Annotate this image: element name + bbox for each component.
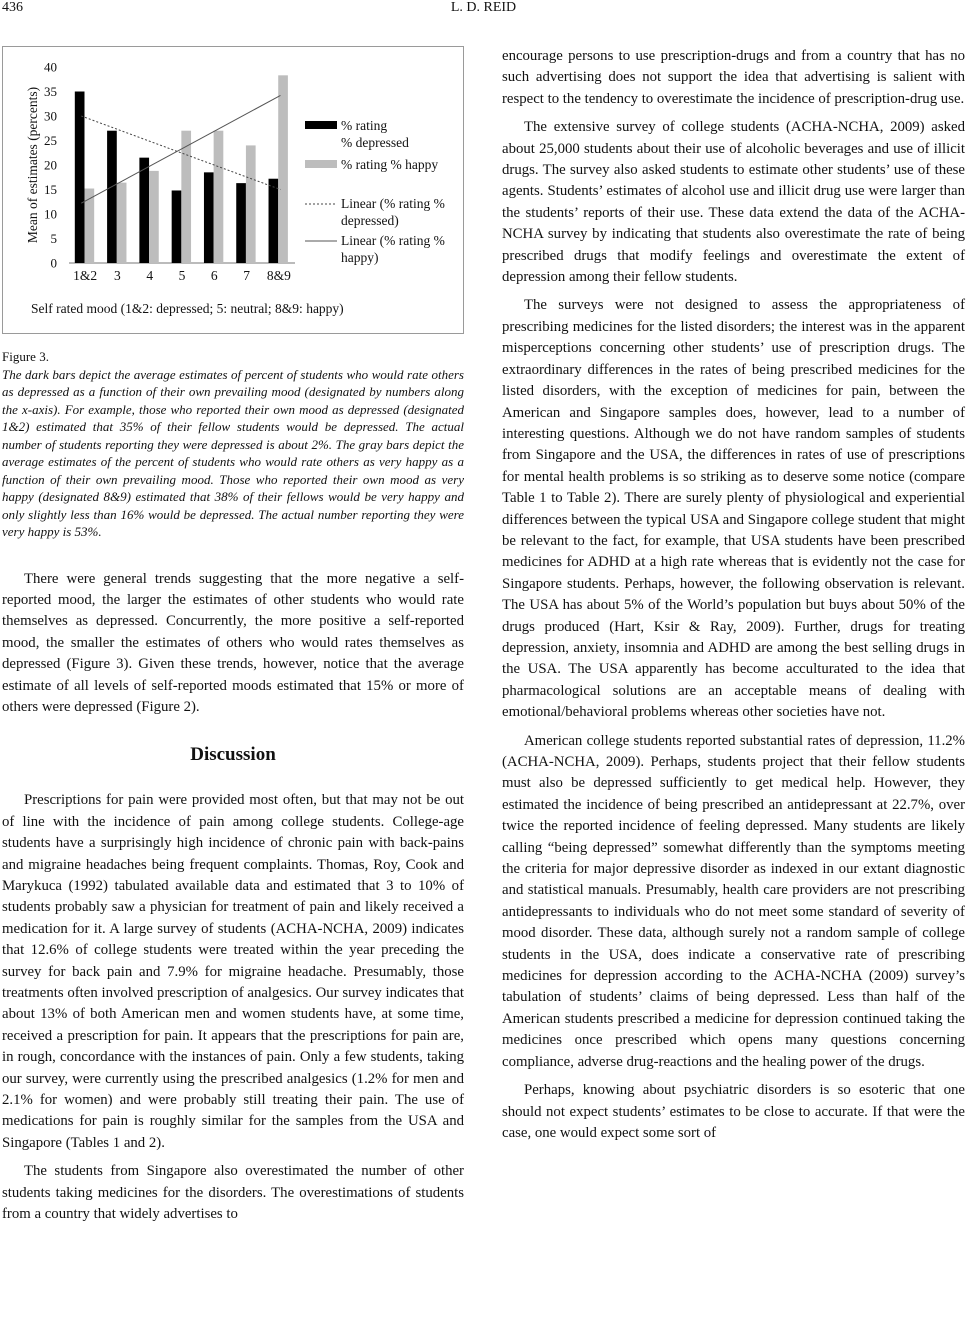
bar-depressed: [204, 172, 214, 263]
body-paragraph: encourage persons to use prescription-drugs and from a country that has no such advertising does not support the idea that advertising is salient with respect to the tendency to overestimate the incidence of prescription-drug use.: [502, 48, 965, 107]
legend-label-trend-happy-line1: Linear (% rating %: [341, 233, 445, 248]
bar-happy: [246, 145, 256, 263]
bar-depressed: [172, 190, 182, 263]
y-tick-label: 30: [44, 108, 57, 124]
running-head: [0, 0, 967, 24]
legend-swatch-depressed: [305, 121, 337, 129]
figure-caption-label: Figure 3.: [2, 349, 49, 364]
legend-label-depressed-line2: % depressed: [341, 135, 409, 150]
x-tick-label: 4: [146, 268, 154, 283]
bar-depressed: [269, 179, 279, 263]
legend-label-trend-depressed-line1: Linear (% rating %: [341, 196, 445, 211]
running-head-author: L. D. REID: [450, 0, 517, 15]
bar-happy: [84, 189, 94, 263]
y-tick-label: 25: [44, 133, 57, 148]
bar-chart: [3, 47, 463, 333]
y-axis-label: Mean of estimates (percents): [25, 86, 40, 244]
body-paragraph: The surveys were not designed to assess the appropriateness of prescribing medicines for the listed disorders; the interest was in the apparent misperceptions concerning other students’ use of prescription drugs. The extraordinary differences in the rates of being prescribed medicines for the listed disorders, with the exception of medicines for pain, between the American and Singapore samples does, however, lead to a number of interesting questions. Although we do not have random samples of students from Singapore and the USA, the differences in rates of use of prescriptions for mental health problems is so striking as to deserve some notice (compare Table 1 to Table 2). There are surely plenty of physiological and experiential differences between the typical USA and Singapore college student that might be relevant to the fact, for example, that USA students have been prescribed medicines for ADHD at a high rate whereas that is evidently not the case for Singapore students. Perhaps, however, the following observation is relevant. The USA has about 5% of the World’s population but buys about 50% of the drugs produced (Hart, Ksir & Ray, 2009). Further, drugs for treating depression, anxiety, insomnia and ADHD are among the best selling drugs in the USA. The USA apparently has become acculturated to the idea that pharmacological solutions are an acceptable means of dealing with emotional/behavioral problems whereas other societies have not.: [502, 297, 965, 721]
x-tick-label: 1&2: [73, 268, 98, 283]
figure-caption-text: The dark bars depict the average estimates of percent of students who would rate others as depressed as a function of their own prevailing mood (designated by numbers along the x-axis). For example, those who reported their own mood as depressed (designated 1&2) estimated that 35% of their fellow students would be depressed. The actual number of students reporting they were depressed is about 2%. The gray bars depict the average estimates of the percent of students who would rate others as very happy as a function of their own prevailing mood. Those who reported their own mood as very happy (designated 8&9) estimated that 38% of their fellows would be very happy and only slightly less than 16% would be depressed. The actual number reporting they were very happy is 53%.: [2, 366, 464, 539]
section-title-discussion: Discussion: [190, 744, 276, 766]
bar-happy: [181, 131, 191, 263]
body-paragraph: There were general trends suggesting that the more negative a self-reported mood, the larger the estimates of other students who would rate themselves as depressed. Concurrently, the more positive a self-reported mood, the smaller the estimates of others who would rates themselves as depressed (Figure 3). Given these trends, however, notice that the average estimate of all levels of self-reported moods estimated that 15% or more of others were depressed (Figure 2).: [2, 570, 464, 715]
legend-label-happy: % rating % happy: [341, 157, 439, 172]
right-column: [502, 46, 965, 1144]
bar-depressed: [139, 158, 149, 263]
body-paragraph: American college students reported substantial rates of depression, 11.2% (ACHA-NCHA, 2009). Perhaps, students project that their fellow students must also be depressed sufficiently to get medical help. However, they estimated the incidence of being prescribed an antidepressant at 22.7%, over twice the reported incidence of feeling depressed. Many students are likely calling “being depressed” somewhat differently than the symptoms meeting the criteria for major depressive disorder as indexed in our extant diagnostic and statistical manuals. Presumably, health care providers are not prescribing antidepressants to individuals who do not meet some standard of severity of mood disorder. These data, although surely not a random sample of college students in the USA, does indicate a conservative rate of prescribing medicines for depression according to the ACHA-NCHA (2009) survey’s tabulation of students’ claims of being depressed. Less than half of the American students prescribed a medicine for depression continued taking the medicines once prescribed which opens many questions concerning compliance, adverse drug-reactions and the healing power of the drugs.: [502, 732, 965, 1070]
legend-label-trend-happy-line2: happy): [341, 250, 379, 265]
bar-happy: [117, 183, 127, 263]
bar-depressed: [75, 92, 85, 264]
left-column: [2, 46, 464, 1225]
bar-depressed: [236, 183, 246, 263]
x-tick-label: 6: [210, 268, 218, 283]
figure-caption: [2, 348, 464, 541]
y-tick-label: 15: [44, 182, 57, 197]
bar-happy: [149, 171, 159, 263]
bar-happy: [214, 131, 224, 263]
body-paragraph: The students from Singapore also overestimated the number of other students taking medicines for the disorders. The overestimations of students from a country that widely advertises to: [2, 1163, 464, 1223]
legend-swatch-happy: [305, 160, 337, 168]
y-tick-label: 0: [50, 255, 57, 271]
x-tick-label: 8&9: [266, 268, 291, 283]
body-paragraph: The extensive survey of college students (ACHA-NCHA, 2009) asked about 25,000 students about their use of alcoholic beverages and use of illicit drugs. The survey also asked students to estimate other students’ use of these agents. Students’ estimates of alcohol use and illicit drug use were larger than the students’ reports of their use. These data extend the data of the ACHA-NCHA survey by indicating that students also overestimate the rate of being prescribed drugs that modify feelings and overestimate the extent of depression among their fellow students.: [502, 119, 965, 286]
legend-label-trend-depressed-line2: depressed): [341, 213, 399, 228]
y-tick-label: 40: [44, 59, 57, 75]
x-axis-label: Self rated mood (1&2: depressed; 5: neutral; 8&9: happy): [31, 301, 344, 316]
y-tick-label: 20: [44, 157, 57, 173]
x-tick-label: 5: [178, 268, 186, 283]
y-tick-label: 10: [44, 206, 57, 222]
body-paragraph: Prescriptions for pain were provided most often, but that may not be out of line with the incidence of pain among college students. College-age students have a surprisingly high incidence of chronic pain with back-pains and migraine headaches being frequent complaints. Thomas, Roy, Cook and Marykuca (1992) tabulated available data and estimated that 3 to 10% of students probably saw a physician for treatment of pain and likely received a medication for it. A large survey of students (ACHA-NCHA, 2009) indicates that 12.6% of college students were treated within the year preceding the survey for back pain and 7.9% for migraine headache. Presumably, those treatments often involved prescription of analgesics. Our survey indicates that about 13% of both American men and women students have, at some time, received a prescription for pain. It appears that the prescriptions for pain are, in rough, concordance with the instances of pain. Only a few students, taking our survey, were currently using the prescribed analgesics (1.2% for men and 2.1% for women) and were probably still treating their pain. The use of medications for pain is roughly similar for the samples from the USA and Singapore (Tables 1 and 2).: [2, 792, 464, 1151]
bar-happy: [278, 75, 288, 263]
y-tick-label: 35: [44, 84, 57, 99]
page-number: 436: [2, 0, 23, 15]
x-tick-label: 7: [243, 268, 250, 283]
y-tick-label: 5: [50, 231, 57, 246]
legend-label-depressed-line1: % rating: [341, 118, 388, 133]
bar-depressed: [107, 131, 117, 263]
body-paragraph: Perhaps, knowing about psychiatric disorders is so esoteric that one should not expect students’ estimates to be close to accurate. If that were the case, one would expect some sort of: [502, 1082, 965, 1141]
x-tick-label: 3: [114, 268, 121, 283]
figure-3: [2, 46, 464, 334]
